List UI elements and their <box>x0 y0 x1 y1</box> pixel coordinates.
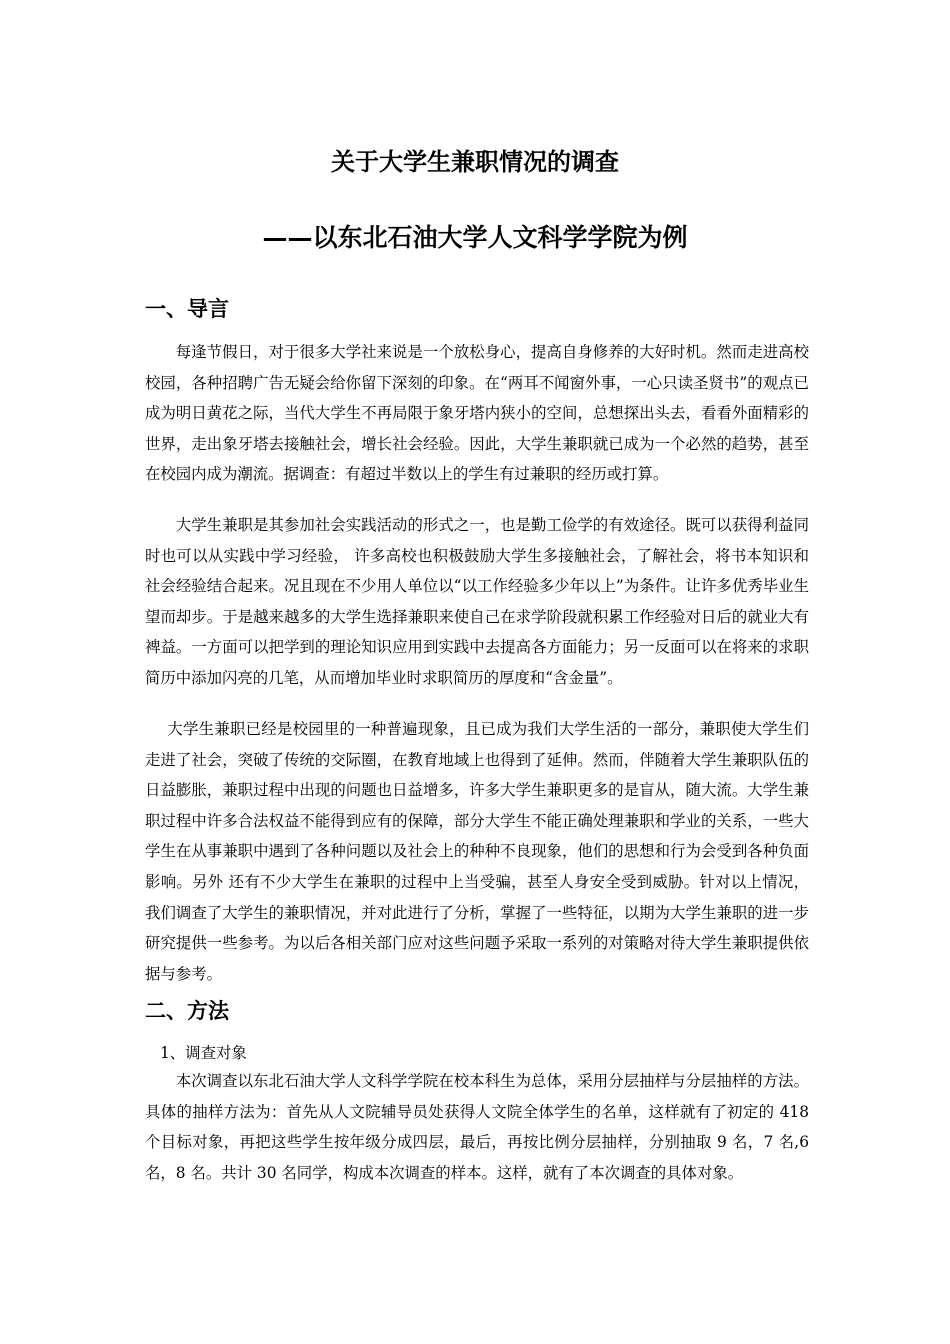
introduction-paragraph-3: 大学生兼职已经是校园里的一种普遍现象，且已成为我们大学生活的一部分，兼职使大学生们走进了社会，突破了传统的交际圈，在教育地域上也得到了延伸。然而，伴随着大学生兼职队伍的日益膨胀，兼职过程中出现的问题也日益增多，许多大学生兼职更多的是盲从，随大流。大学生兼职过程中许多合法权益不能得到应有的保障，部分大学生不能正确处理兼职和学业的关系，一些大学生在从事兼职中遇到了各种问题以及社会上的种种不良现象，他们的思想和行为会受到各种负面影响。另外 还有不少大学生在兼职的过程中上当受骗，甚至人身安全受到威胁。针对以上情况，我们调查了大学生的兼职情况，并对此进行了分析，掌握了一些特征，以期为大学生兼职的进一步研究提供一些参考。为以后各相关部门应对这些问题予采取一系列的对策略对待大学生兼职提供依据与参考。 <box>145 720 809 983</box>
document-subtitle: ——以东北石油大学人文科学学院为例 <box>262 223 688 252</box>
introduction-paragraph-2: 大学生兼职是其参加社会实践活动的形式之一，也是勤工俭学的有效途径。既可以获得利益同时也可以从实践中学习经验， 许多高校也积极鼓励大学生多接触社会，了解社会，将书本知识和社会经验结合起来。况且现在不少用人单位以“以工作经验多少年以上”为条件。让许多优秀毕业生望而却步。于是越来越多的大学生选择兼职来使自己在求学阶段就积累工作经验对日后的就业大有裨益。一方面可以把学到的理论知识应用到实践中去提高各方面能力；另一反面可以在将来的求职简历中添加闪亮的几笔，从而增加毕业时求职简历的厚度和“含金量”。 <box>145 516 809 687</box>
introduction-paragraph-1: 每逢节假日，对于很多大学社来说是一个放松身心，提高自身修养的大好时机。然而走进高校校园，各种招聘广告无疑会给你留下深刻的印象。在“两耳不闻窗外事，一心只读圣贤书”的观点已成为明日黄花之际，当代大学生不再局限于象牙塔内狭小的空间，总想探出头去，看看外面精彩的世界，走出象牙塔去接触社会，增长社会经验。因此，大学生兼职就已成为一个必然的趋势，甚至在校园内成为潮流。据调查：有超过半数以上的学生有过兼职的经历或打算。 <box>145 343 809 484</box>
document-title: 关于大学生兼职情况的调查 <box>331 147 619 176</box>
section-heading-introduction: 一、导言 <box>145 296 229 321</box>
methods-paragraph-1: 本次调查以东北石油大学人文科学学院在校本科生为总体，采用分层抽样与分层抽样的方法。具体的抽样方法为：首先从人文院辅导员处获得人文院全体学生的名单，这样就有了初定的 418 个目标对象，再把这些学生按年级分成四层，最后，再按比例分层抽样，分别抽取 9 名，7 名,6 名，8 名。共计 30 名同学，构成本次调查的样本。这样，就有了本次调查的具体对象。 <box>145 1072 809 1182</box>
section-heading-methods: 二、方法 <box>145 998 229 1023</box>
methods-subheading-survey-subjects: 1、调查对象 <box>160 1044 247 1062</box>
